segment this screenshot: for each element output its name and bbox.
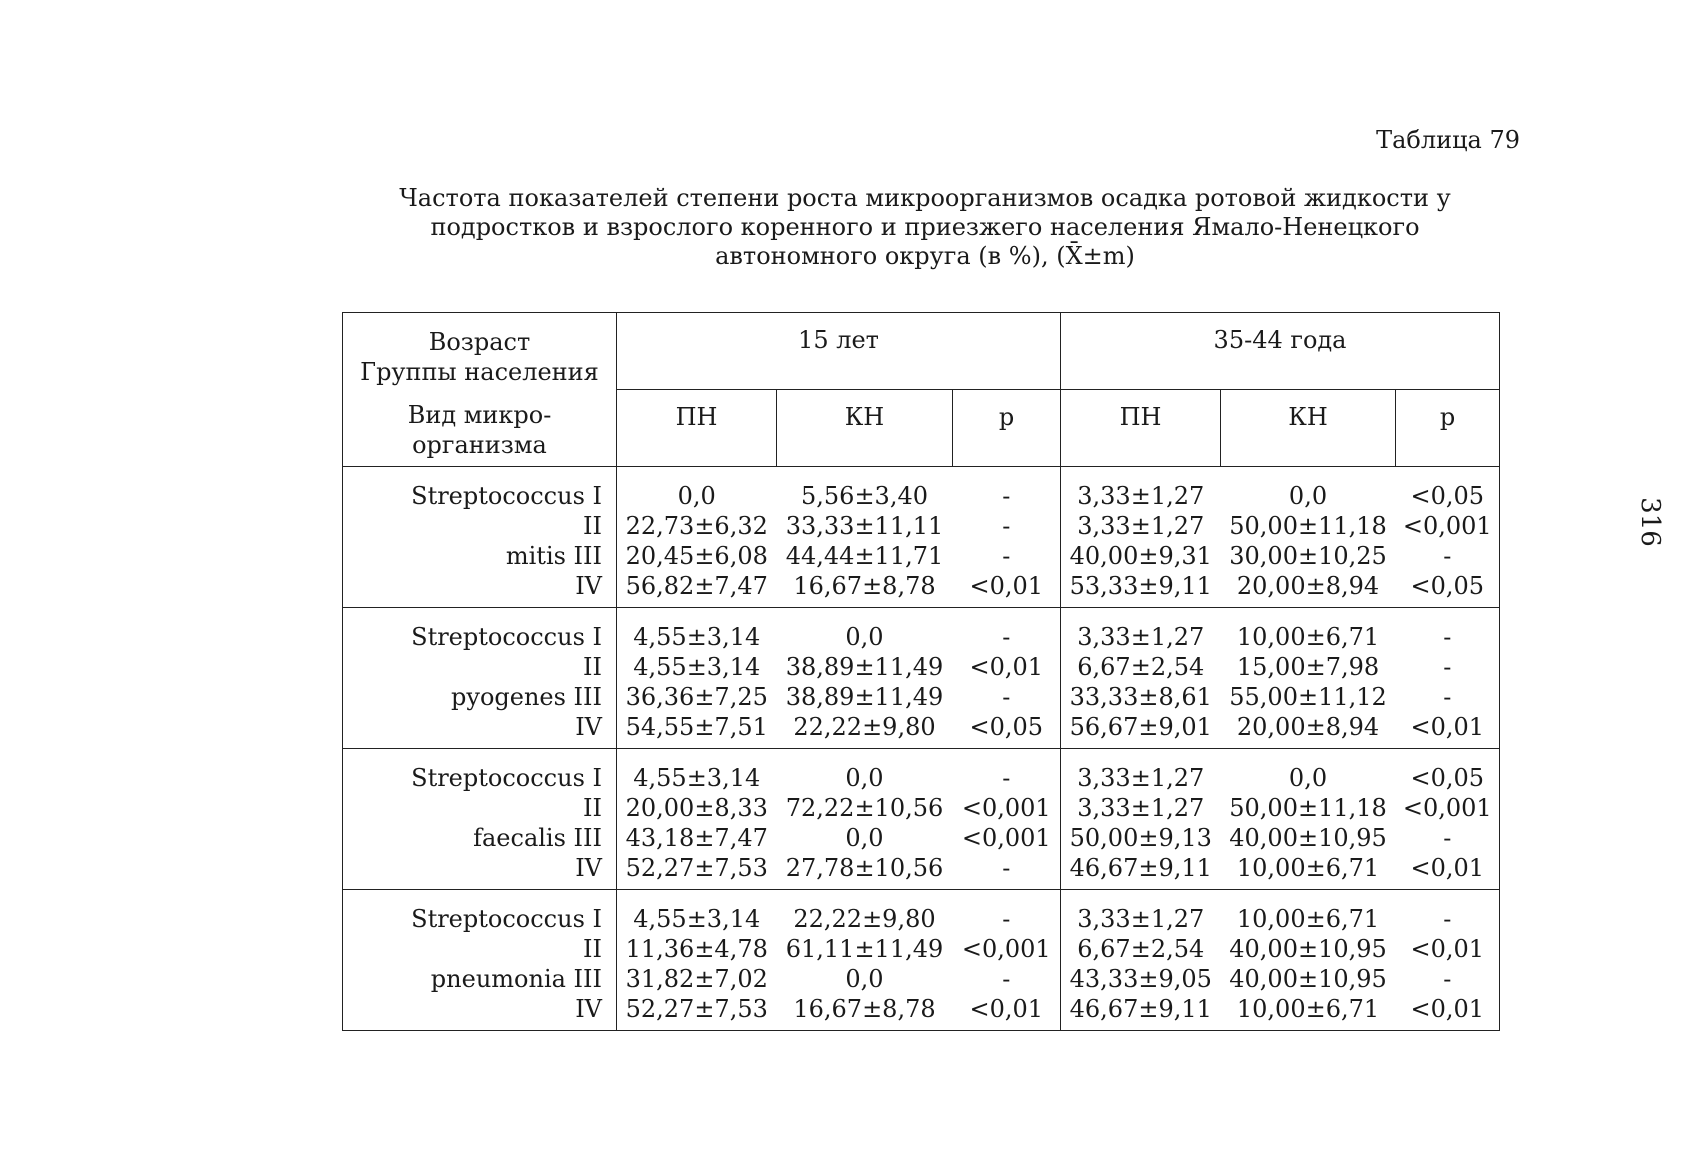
cell: - xyxy=(1002,482,1011,510)
row-label: Streptococcus I xyxy=(343,467,617,512)
table-title xyxy=(360,184,1490,271)
cell: 10,00±6,71 xyxy=(1236,854,1380,882)
cell: 27,78±10,56 xyxy=(785,854,944,882)
table-row xyxy=(343,511,1500,541)
cell: - xyxy=(1002,512,1011,540)
cell: 33,33±8,61 xyxy=(1061,682,1221,712)
table-row xyxy=(343,682,1500,712)
cell: 20,00±8,94 xyxy=(1236,572,1380,600)
group-mitis xyxy=(343,467,1500,608)
table-header xyxy=(343,313,1500,467)
cell: <0,001 xyxy=(1396,793,1500,823)
table-row xyxy=(343,712,1500,749)
header-col-pn-35: ПН xyxy=(1061,390,1221,467)
cell: 33,33±11,11 xyxy=(785,512,944,540)
cell: 16,67±8,78 xyxy=(793,572,936,600)
cell: 52,27±7,53 xyxy=(617,994,777,1031)
header-col-kn-35: КН xyxy=(1221,390,1396,467)
header-age-15: 15 лет xyxy=(617,313,1061,390)
cell: 31,82±7,02 xyxy=(617,964,777,994)
cell: 20,45±6,08 xyxy=(617,541,777,571)
cell: 0,0 xyxy=(845,623,884,651)
cell: 10,00±6,71 xyxy=(1236,995,1380,1023)
cell: 4,55±3,14 xyxy=(617,652,777,682)
header-col-p-35: p xyxy=(1396,390,1500,467)
cell: - xyxy=(1396,541,1500,571)
cell: <0,01 xyxy=(1396,994,1500,1031)
cell: <0,001 xyxy=(961,824,1051,852)
header-age-label xyxy=(343,313,617,390)
cell: - xyxy=(1396,608,1500,653)
row-label: IV xyxy=(343,712,617,749)
cell: 43,33±9,05 xyxy=(1061,964,1221,994)
cell: 11,36±4,78 xyxy=(617,934,777,964)
cell: 10,00±6,71 xyxy=(1236,623,1380,651)
table-row xyxy=(343,934,1500,964)
row-label: Streptococcus I xyxy=(343,749,617,794)
cell: <0,05 xyxy=(1396,571,1500,608)
cell: 3,33±1,27 xyxy=(1061,793,1221,823)
cell: 22,22±9,80 xyxy=(793,713,936,741)
header-organism-line: Вид микро- xyxy=(407,400,552,429)
table-row xyxy=(343,541,1500,571)
group-pneumonia xyxy=(343,890,1500,1031)
cell: - xyxy=(1396,964,1500,994)
cell: <0,05 xyxy=(1396,467,1500,512)
cell: 38,89±11,49 xyxy=(785,683,944,711)
data-table xyxy=(342,312,1500,1031)
cell: <0,001 xyxy=(1396,511,1500,541)
cell: <0,05 xyxy=(1396,749,1500,794)
cell: <0,01 xyxy=(1396,712,1500,749)
cell: 5,56±3,40 xyxy=(801,482,928,510)
cell: 3,33±1,27 xyxy=(1061,749,1221,794)
cell: - xyxy=(1002,965,1011,993)
row-label: II xyxy=(343,652,617,682)
header-col-p-15: p xyxy=(953,390,1061,467)
row-label: Streptococcus I xyxy=(343,890,617,935)
table-row xyxy=(343,652,1500,682)
table-row xyxy=(343,571,1500,608)
cell: 56,82±7,47 xyxy=(617,571,777,608)
header-age-35-44: 35-44 года xyxy=(1061,313,1500,390)
cell: <0,01 xyxy=(969,572,1044,600)
row-label: IV xyxy=(343,994,617,1031)
group-pyogenes xyxy=(343,608,1500,749)
cell: 36,36±7,25 xyxy=(617,682,777,712)
cell: 3,33±1,27 xyxy=(1061,890,1221,935)
cell: 40,00±10,95 xyxy=(1229,965,1387,993)
cell: 52,27±7,53 xyxy=(617,853,777,890)
cell: <0,01 xyxy=(969,653,1044,681)
cell: 0,0 xyxy=(1288,482,1328,510)
cell: 0,0 xyxy=(845,764,884,792)
cell: <0,05 xyxy=(969,713,1044,741)
cell: <0,01 xyxy=(1396,853,1500,890)
cell: <0,01 xyxy=(969,995,1044,1023)
cell: <0,01 xyxy=(1396,934,1500,964)
row-label: II xyxy=(343,793,617,823)
cell: - xyxy=(1002,764,1011,792)
cell: 56,67±9,01 xyxy=(1061,712,1221,749)
cell: 0,0 xyxy=(617,467,777,512)
row-label: IV xyxy=(343,853,617,890)
cell: 46,67±9,11 xyxy=(1061,994,1221,1031)
cell: - xyxy=(1002,623,1011,651)
header-col-kn-15: КН xyxy=(777,390,953,467)
row-label: II xyxy=(343,934,617,964)
cell: 16,67±8,78 xyxy=(793,995,936,1023)
page-number: 316 xyxy=(1635,497,1665,547)
cell: 3,33±1,27 xyxy=(1061,511,1221,541)
cell: - xyxy=(1396,890,1500,935)
header-group-line: Группы населения xyxy=(360,358,599,386)
table-number: Таблица 79 xyxy=(1376,126,1520,154)
cell: 44,44±11,71 xyxy=(785,542,944,570)
cell: 3,33±1,27 xyxy=(1061,608,1221,653)
cell: 38,89±11,49 xyxy=(785,653,944,681)
cell: 20,00±8,94 xyxy=(1236,713,1380,741)
cell: 55,00±11,12 xyxy=(1229,683,1387,711)
table-row xyxy=(343,467,1500,512)
row-label: Streptococcus I xyxy=(343,608,617,653)
header-col-pn-15: ПН xyxy=(617,390,777,467)
cell: - xyxy=(1002,542,1011,570)
row-label: mitis III xyxy=(343,541,617,571)
cell: 50,00±11,18 xyxy=(1229,794,1387,822)
title-line: подростков и взрослого коренного и приезжего населения Ямало-Ненецкого xyxy=(430,213,1420,241)
header-age-line: Возраст xyxy=(428,328,531,356)
cell: 43,18±7,47 xyxy=(617,823,777,853)
cell: 20,00±8,33 xyxy=(617,793,777,823)
row-label: faecalis III xyxy=(343,823,617,853)
cell: - xyxy=(1396,652,1500,682)
cell: 22,73±6,32 xyxy=(617,511,777,541)
table-row xyxy=(343,749,1500,794)
cell: - xyxy=(1002,905,1011,933)
cell: - xyxy=(1002,854,1011,882)
row-label: II xyxy=(343,511,617,541)
cell: 40,00±10,95 xyxy=(1229,824,1387,852)
cell: - xyxy=(1396,823,1500,853)
cell: 40,00±9,31 xyxy=(1061,541,1221,571)
cell: 0,0 xyxy=(845,824,884,852)
cell: <0,001 xyxy=(961,935,1051,963)
cell: 6,67±2,54 xyxy=(1061,934,1221,964)
cell: 50,00±11,18 xyxy=(1229,512,1387,540)
cell: 46,67±9,11 xyxy=(1061,853,1221,890)
cell: 10,00±6,71 xyxy=(1236,905,1380,933)
table-row xyxy=(343,890,1500,935)
cell: 61,11±11,49 xyxy=(785,935,944,963)
cell: <0,001 xyxy=(961,794,1051,822)
table-row xyxy=(343,853,1500,890)
cell: 53,33±9,11 xyxy=(1061,571,1221,608)
cell: 6,67±2,54 xyxy=(1061,652,1221,682)
cell: 4,55±3,14 xyxy=(617,890,777,935)
cell: 0,0 xyxy=(1288,764,1328,792)
cell: 50,00±9,13 xyxy=(1061,823,1221,853)
cell: 4,55±3,14 xyxy=(617,608,777,653)
row-label: pyogenes III xyxy=(343,682,617,712)
header-organism-label xyxy=(343,390,617,467)
cell: 3,33±1,27 xyxy=(1061,467,1221,512)
row-label: IV xyxy=(343,571,617,608)
row-label: pneumonia III xyxy=(343,964,617,994)
cell: - xyxy=(1396,682,1500,712)
cell: 0,0 xyxy=(845,965,884,993)
title-line: Частота показателей степени роста микроорганизмов осадка ротовой жидкости у xyxy=(399,184,1451,212)
table-row xyxy=(343,964,1500,994)
table-row xyxy=(343,608,1500,653)
cell: 15,00±7,98 xyxy=(1236,653,1380,681)
cell: 4,55±3,14 xyxy=(617,749,777,794)
cell: - xyxy=(1002,683,1011,711)
title-line: автономного округа (в %), (X̄±m) xyxy=(715,242,1135,270)
cell: 30,00±10,25 xyxy=(1229,542,1387,570)
header-organism-line: организма xyxy=(412,430,547,459)
cell: 72,22±10,56 xyxy=(785,794,944,822)
table-row xyxy=(343,793,1500,823)
cell: 54,55±7,51 xyxy=(617,712,777,749)
table-row xyxy=(343,994,1500,1031)
table-row xyxy=(343,823,1500,853)
cell: 22,22±9,80 xyxy=(793,905,936,933)
cell: 40,00±10,95 xyxy=(1229,935,1387,963)
group-faecalis xyxy=(343,749,1500,890)
